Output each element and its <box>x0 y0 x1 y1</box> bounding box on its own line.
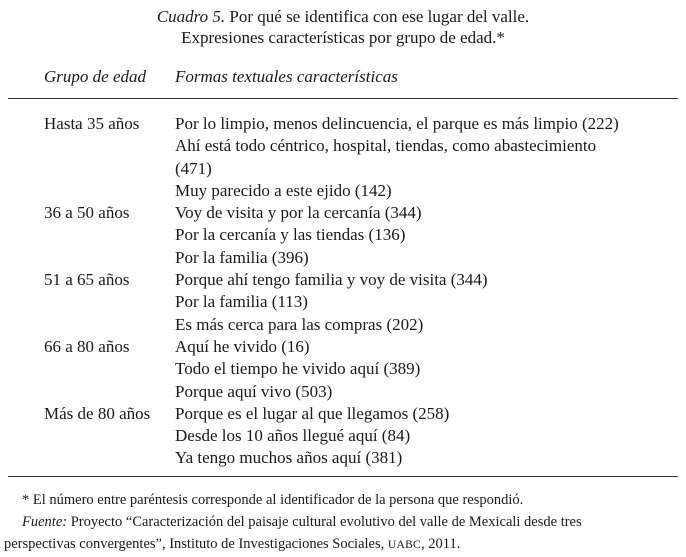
footnotes <box>0 489 686 556</box>
table-row <box>0 113 686 202</box>
expression-line: Desde los 10 años llegué aquí (84) <box>175 426 411 446</box>
table-row <box>0 403 686 470</box>
expression-line: Voy de visita y por la cercanía (344) <box>175 203 422 223</box>
expression-line: Ya tengo muchos años aquí (381) <box>175 448 403 468</box>
age-group-cell: Más de 80 años <box>44 403 151 423</box>
source-label: Fuente: <box>22 514 68 530</box>
age-group-cell: Hasta 35 años <box>44 114 140 133</box>
expressions-cell <box>175 113 650 202</box>
age-group-cell: 66 a 80 años <box>44 336 130 356</box>
source-text-line-1: Proyecto “Caracterización del paisaje cultural evolutivo del valle de Mexicali desde tres <box>70 514 582 530</box>
expression-line: Aquí he vivido (16) <box>175 336 310 356</box>
caption-title-line-1: Por qué se identifica con ese lugar del valle. <box>229 7 530 26</box>
expressions-cell <box>175 403 650 470</box>
expression-line: Por la familia (113) <box>175 292 308 312</box>
expression-line: Porque es el lugar al que llegamos (258) <box>175 403 450 423</box>
footnote-source-line-1 <box>0 511 678 533</box>
caption-title-line-2: Expresiones características por grupo de edad.* <box>181 28 505 47</box>
expressions-cell <box>175 336 650 403</box>
expression-line: Muy parecido a este ejido (142) <box>175 180 392 200</box>
caption-label: Cuadro 5. <box>156 7 226 26</box>
table-row <box>0 336 686 403</box>
expression-line: Porque ahí tengo familia y voy de visita (344) <box>175 270 488 290</box>
expression-line: Ahí está todo céntrico, hospital, tiendas, como abastecimiento <box>175 136 597 156</box>
table-caption <box>0 6 686 48</box>
header-age-group: Grupo de edad <box>44 67 146 86</box>
header-expressions: Formas textuales características <box>175 67 398 86</box>
table-row <box>0 202 686 269</box>
table-top-rule <box>8 98 678 99</box>
expression-line: Por la familia (396) <box>175 247 309 267</box>
expression-line: Por lo limpio, menos delincuencia, el parque es más limpio (222) <box>175 114 619 133</box>
expressions-cell <box>175 202 650 269</box>
expression-line: (471) <box>175 158 212 178</box>
footnote-note: * El número entre paréntesis corresponde al identificador de la persona que respondió. <box>22 492 524 508</box>
expressions-cell <box>175 269 650 336</box>
source-text-line-2c: , 2011. <box>421 536 461 552</box>
expression-line: Todo el tiempo he vivido aquí (389) <box>175 359 421 379</box>
caption-line-1 <box>0 6 686 27</box>
table-row <box>0 269 686 336</box>
institution-acronym: UABC <box>387 539 422 551</box>
expression-line: Porque aquí vivo (503) <box>175 381 333 401</box>
expression-line: Es más cerca para las compras (202) <box>175 314 424 334</box>
table-bottom-rule <box>8 476 678 477</box>
footnote-source-line-2 <box>0 533 686 556</box>
source-text-line-2a: perspectivas convergentes”, Instituto de Investigaciones Sociales, <box>4 536 385 552</box>
table-body <box>0 113 686 470</box>
expression-line: Por la cercanía y las tiendas (136) <box>175 225 406 245</box>
age-group-cell: 51 a 65 años <box>44 270 130 290</box>
age-group-cell: 36 a 50 años <box>44 203 130 223</box>
